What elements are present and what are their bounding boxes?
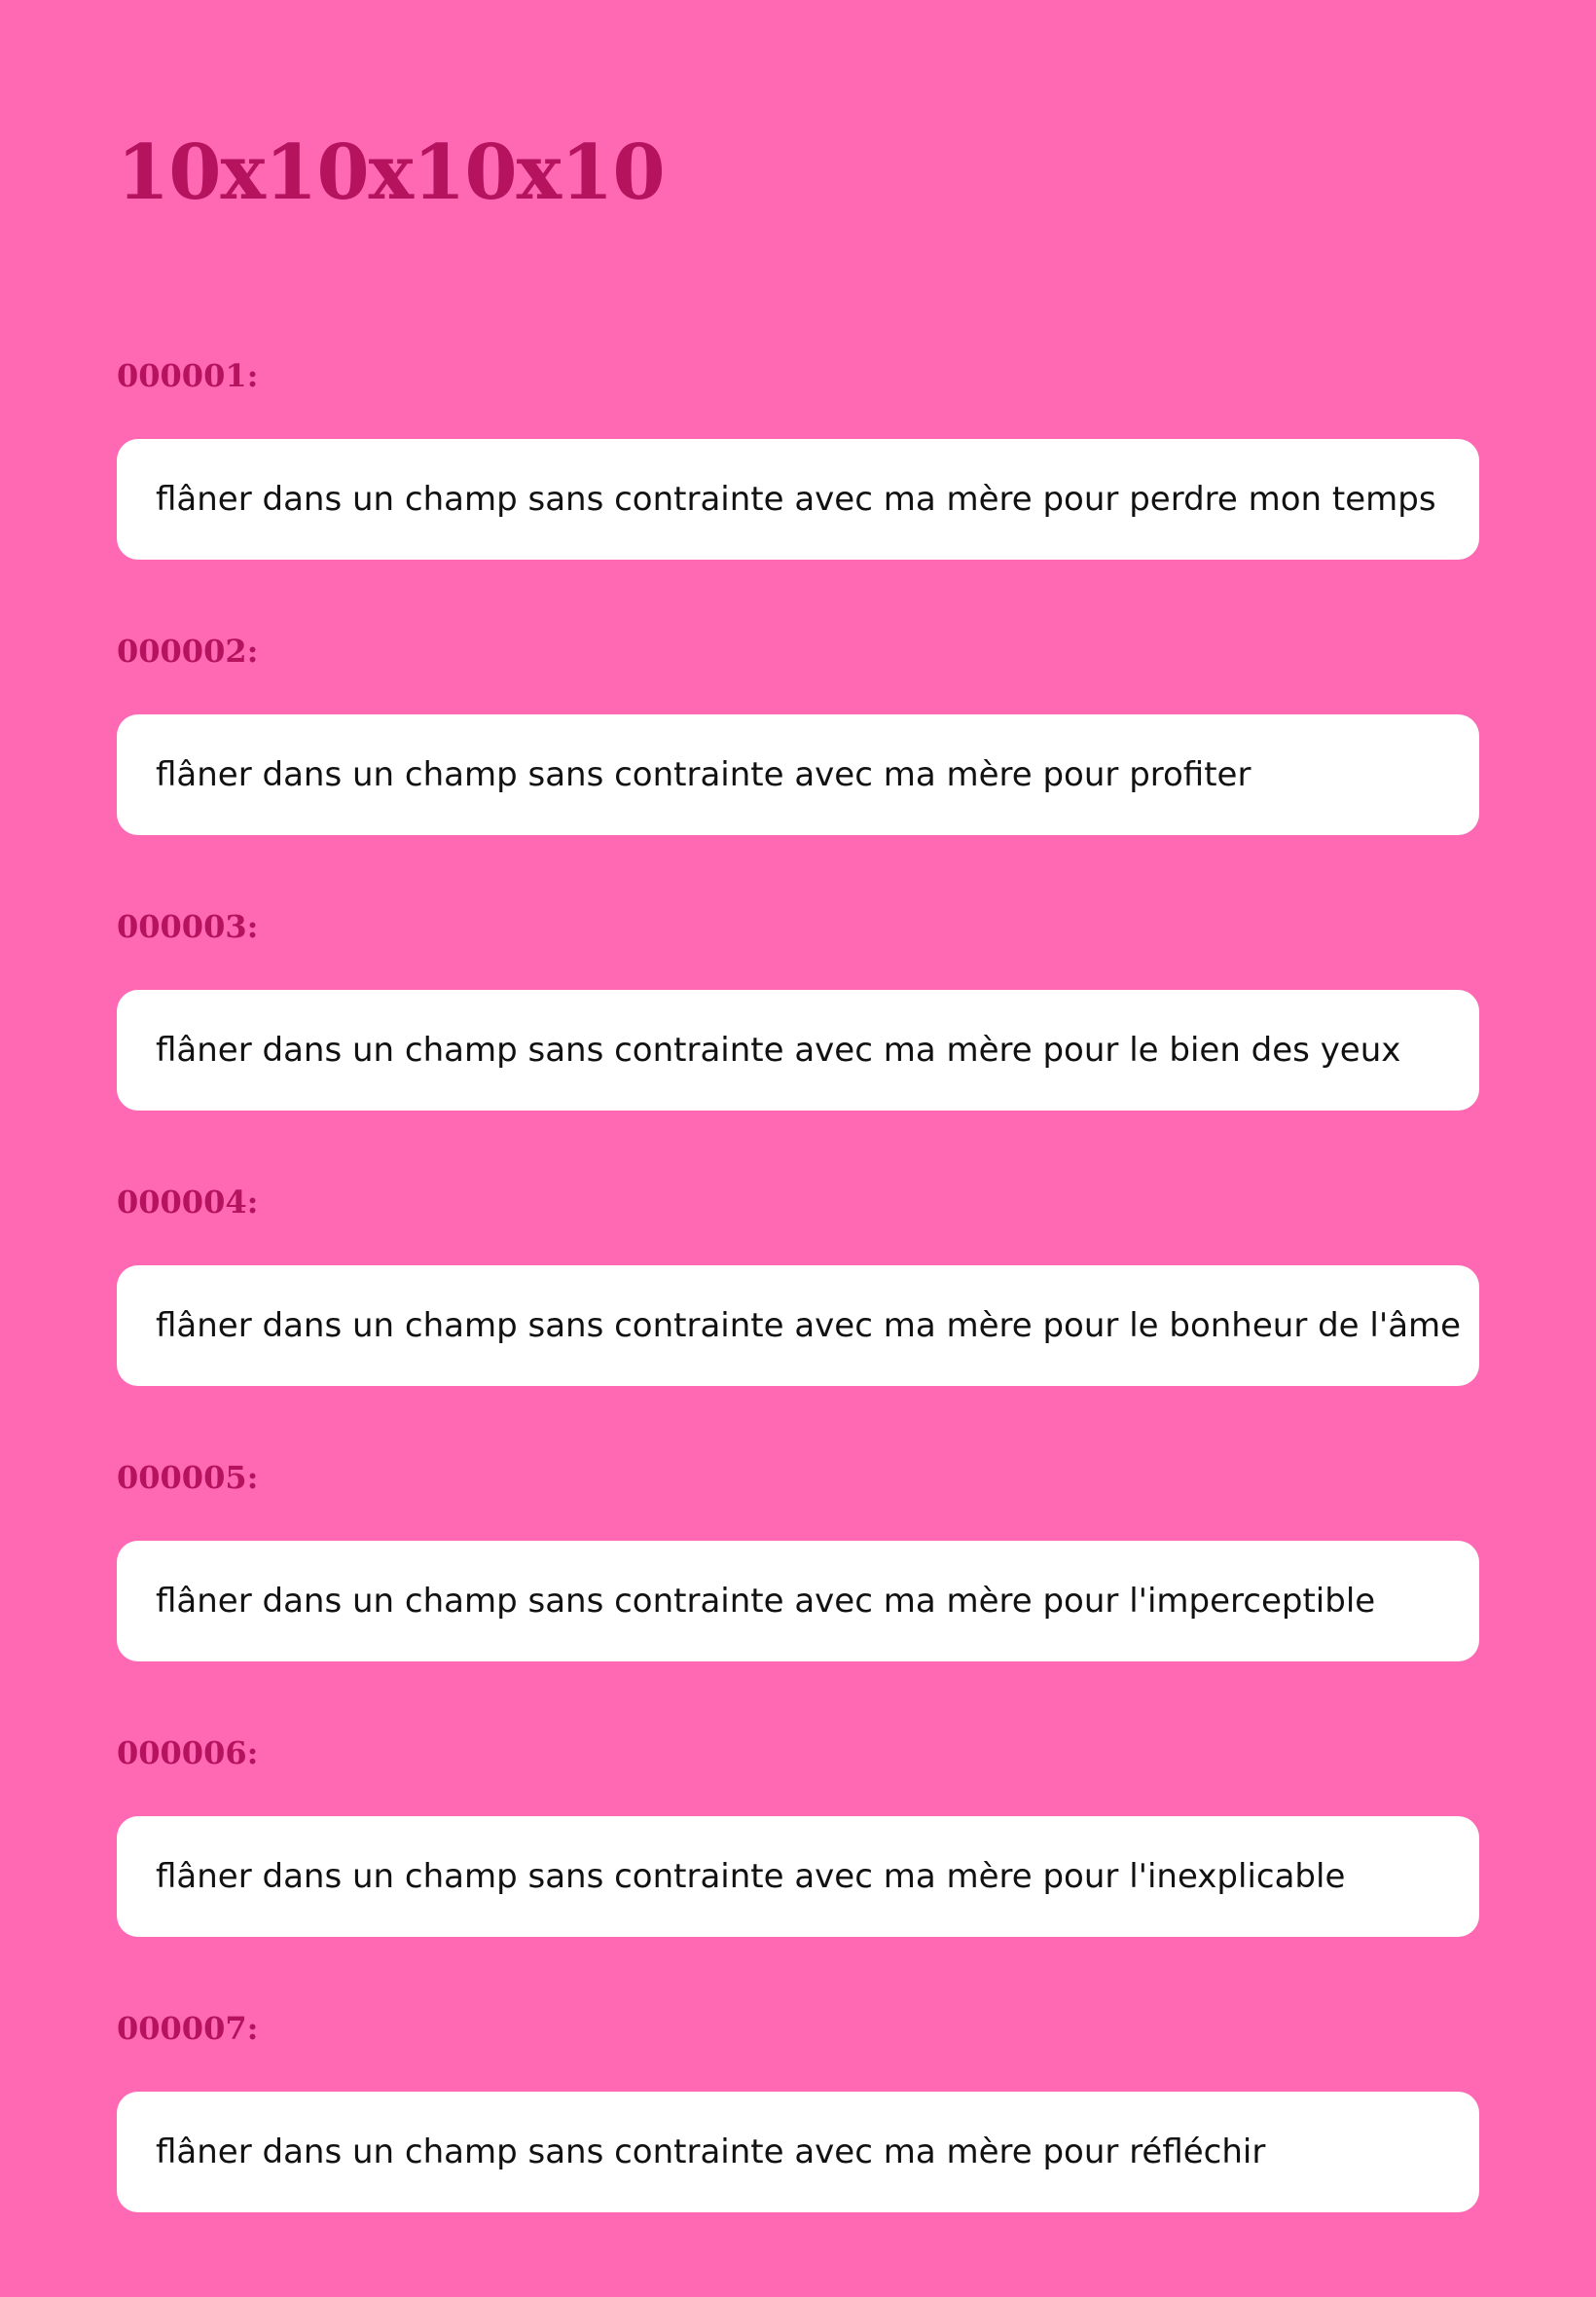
entry-text: flâner dans un champ sans contrainte avec ma mère pour le bien des yeux (156, 1031, 1401, 1070)
entry-label: 000005: (117, 1459, 259, 1496)
entry-card (117, 1265, 1479, 1386)
entry-3 (117, 901, 1479, 1177)
entry-card (117, 439, 1479, 560)
entry-text: flâner dans un champ sans contrainte avec ma mère pour profiter (156, 755, 1251, 794)
entry-text: flâner dans un champ sans contrainte avec ma mère pour réfléchir (156, 2133, 1266, 2171)
entry-text: flâner dans un champ sans contrainte avec ma mère pour l'inexplicable (156, 1857, 1346, 1896)
entry-list (117, 350, 1479, 2279)
entry-label: 000003: (117, 908, 259, 945)
entry-7 (117, 2003, 1479, 2279)
entry-4 (117, 1177, 1479, 1452)
entry-text: flâner dans un champ sans contrainte avec ma mère pour le bonheur de l'âme (156, 1306, 1462, 1345)
entry-text: flâner dans un champ sans contrainte avec ma mère pour perdre mon temps (156, 480, 1436, 519)
entry-card (117, 1541, 1479, 1661)
entry-label: 000006: (117, 1734, 259, 1771)
entry-6 (117, 1728, 1479, 2003)
entry-label: 000004: (117, 1184, 259, 1221)
entry-card (117, 990, 1479, 1111)
entry-card (117, 714, 1479, 835)
entry-card (117, 2092, 1479, 2212)
entry-label: 000007: (117, 2010, 259, 2047)
entry-label: 000002: (117, 633, 259, 670)
entry-label: 000001: (117, 357, 259, 394)
page-title: 10x10x10x10 (117, 128, 665, 217)
entry-text: flâner dans un champ sans contrainte avec ma mère pour l'imperceptible (156, 1582, 1376, 1621)
page (117, 0, 1479, 2297)
entry-card (117, 1816, 1479, 1937)
entry-1 (117, 350, 1479, 626)
entry-2 (117, 626, 1479, 901)
entry-5 (117, 1452, 1479, 1728)
